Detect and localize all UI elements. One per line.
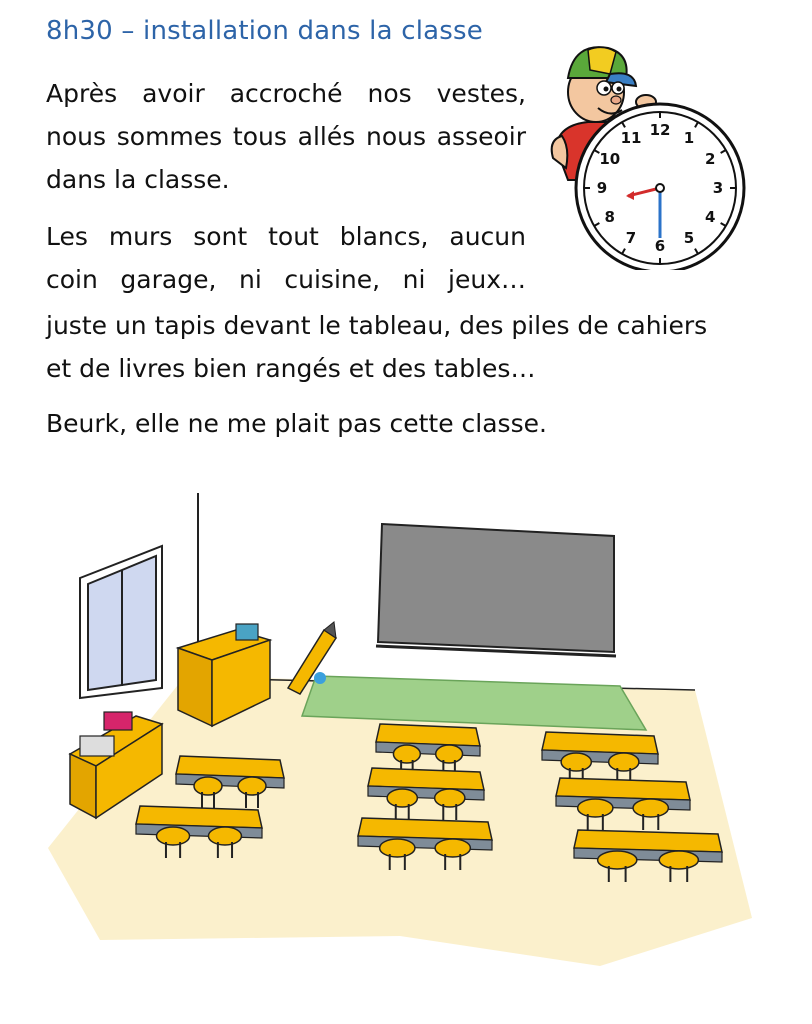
clock-number-12: 12: [649, 121, 671, 139]
classroom-illustration: [40, 488, 770, 968]
clock-number-5: 5: [683, 229, 695, 248]
clock-number-7: 7: [625, 229, 637, 248]
paragraph-walls-line-3: juste un tapis devant le tableau, des piles de cahiers: [46, 311, 708, 340]
chair: [435, 789, 465, 807]
clock-icon: [576, 104, 744, 270]
chair: [157, 827, 190, 845]
paragraph-walls-continued: [46, 304, 776, 390]
chair: [380, 839, 415, 857]
page-heading: 8h30 – installation dans la classe: [46, 16, 483, 46]
clock-number-2: 2: [705, 150, 716, 168]
chair: [609, 753, 639, 771]
paragraph-conclusion: Beurk, elle ne me plait pas cette classe.: [46, 409, 547, 438]
clock-number-9: 9: [596, 179, 608, 197]
chair: [238, 777, 266, 795]
chair: [633, 799, 668, 817]
chair: [436, 745, 463, 763]
clock-number-11: 11: [620, 128, 642, 147]
chair: [598, 851, 637, 869]
clock-number-1: 1: [683, 128, 695, 147]
chair: [561, 753, 591, 771]
boy-with-clock-illustration: [548, 30, 748, 270]
clock-number-8: 8: [604, 208, 615, 226]
chair: [659, 851, 698, 869]
chair: [208, 827, 241, 845]
chair: [194, 777, 222, 795]
chair: [578, 799, 613, 817]
paragraph-walls: [46, 215, 526, 301]
chair: [393, 745, 420, 763]
window: [80, 546, 162, 698]
chair: [387, 789, 417, 807]
chair: [435, 839, 470, 857]
paragraph-walls-line-2: coin garage, ni cuisine, ni jeux…: [46, 265, 526, 294]
paragraph-intro-line-1: Après avoir accroché nos vestes,: [46, 79, 526, 108]
paragraph-intro: [46, 72, 526, 201]
paragraph-walls-line-1: Les murs sont tout blancs, aucun: [46, 222, 526, 251]
clock-number-6: 6: [654, 237, 666, 255]
blackboard: [376, 524, 616, 656]
clock-number-4: 4: [705, 208, 716, 226]
clock-number-3: 3: [712, 179, 724, 197]
paragraph-walls-line-4: et de livres bien rangés et des tables…: [46, 354, 536, 383]
paragraph-intro-line-3: dans la classe.: [46, 165, 230, 194]
clock-number-10: 10: [599, 150, 621, 168]
paragraph-intro-line-2: nous sommes tous allés nous asseoir: [46, 122, 526, 151]
